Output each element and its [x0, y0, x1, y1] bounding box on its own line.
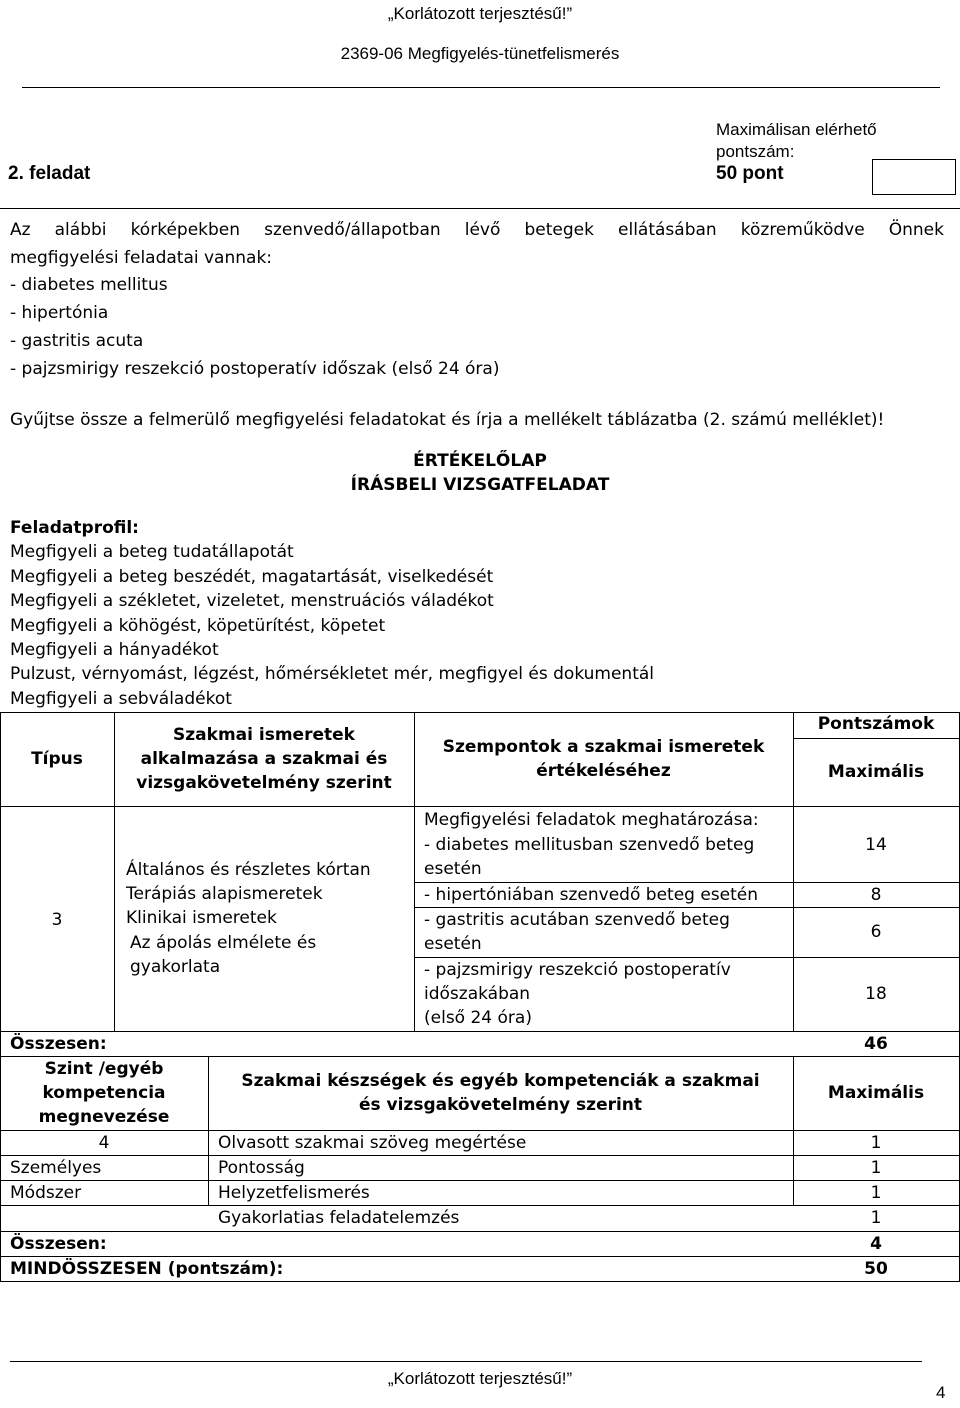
skill-level-header-2: kompetencia: [42, 1083, 166, 1103]
footer-divider: [10, 1361, 922, 1362]
skill-max: 1: [870, 1208, 882, 1228]
criteria-line: (első 24 óra): [424, 1008, 532, 1028]
task-divider: [0, 208, 960, 209]
profile-item: Megfigyeli a köhögést, köpetürítést, köpetet: [10, 616, 386, 636]
max-label-1: Maximálisan elérhető: [716, 120, 877, 139]
skill-max: 1: [870, 1158, 882, 1178]
criteria-heading: Megfigyelési feladatok meghatározása:: [424, 810, 759, 830]
intro-line-2: megfigyelési feladatai vannak:: [10, 248, 273, 268]
skill-name: Pontosság: [218, 1158, 305, 1178]
eval-title-1: ÉRTÉKELŐLAP: [413, 451, 547, 471]
criteria-line: időszakában: [424, 984, 531, 1004]
skill-level: Módszer: [10, 1183, 82, 1203]
skill-max: 1: [870, 1183, 882, 1203]
task-points: 50 pont: [716, 163, 784, 184]
type-value: 3: [51, 910, 63, 930]
profile-item: Megfigyeli a hányadékot: [10, 640, 219, 660]
restriction-header: „Korlátozott terjesztésű!”: [387, 4, 573, 23]
intro-line-1: Az alábbi kórképekben szenvedő/állapotban lévő betegek ellátásában közreműködve Önnek: [10, 220, 944, 240]
knowledge-item: gyakorlata: [130, 957, 221, 977]
intro-item: - diabetes mellitus: [10, 275, 168, 295]
criteria-max: 8: [870, 885, 882, 905]
table-border: [0, 1281, 960, 1282]
profile-item: Megfigyeli a székletet, vizeletet, menstruációs váladékot: [10, 591, 494, 611]
intro-item: - pajzsmirigy reszekció postoperatív időszak (első 24 óra): [10, 359, 500, 379]
criteria-max: 14: [865, 835, 887, 855]
grand-total-value: 50: [864, 1259, 888, 1279]
subtotal-2-label: Összesen:: [10, 1234, 107, 1254]
col-criteria-header-2: értékeléséhez: [536, 761, 671, 781]
col-knowledge-header-1: Szakmai ismeretek: [173, 725, 355, 745]
skill-level: 4: [98, 1133, 110, 1153]
col-type-header: Típus: [31, 749, 83, 769]
document-title: 2369-06 Megfigyelés-tünetfelismerés: [340, 44, 620, 63]
criteria-max: 18: [865, 984, 887, 1004]
col-criteria-header-1: Szempontok a szakmai ismeretek: [442, 737, 765, 757]
skill-desc-header-1: Szakmai készségek és egyéb kompetenciák a szakmai: [241, 1071, 760, 1091]
task-label: 2. feladat: [8, 163, 91, 184]
restriction-footer: „Korlátozott terjesztésű!”: [387, 1369, 573, 1388]
profile-item: Megfigyeli a sebváladékot: [10, 689, 232, 709]
table-border: [793, 738, 960, 739]
knowledge-item: Az ápolás elmélete és: [130, 933, 317, 953]
criteria-line: esetén: [424, 859, 482, 879]
page-number: 4: [936, 1383, 946, 1402]
intro-item: - hipertónia: [10, 303, 109, 323]
profile-item: Megfigyeli a beteg tudatállapotát: [10, 542, 294, 562]
criteria-max: 6: [870, 922, 882, 942]
skill-name: Olvasott szakmai szöveg megértése: [218, 1133, 527, 1153]
knowledge-item: Terápiás alapismeretek: [126, 884, 323, 904]
subtotal-1-label: Összesen:: [10, 1034, 107, 1054]
col-knowledge-header-3: vizsgakövetelmény szerint: [136, 773, 392, 793]
subtotal-1-value: 46: [864, 1034, 888, 1054]
col-knowledge-header-2: alkalmazása a szakmai és: [140, 749, 388, 769]
table-border: [0, 806, 960, 807]
profile-item: Megfigyeli a beteg beszédét, magatartását, viselkedését: [10, 567, 494, 587]
eval-title-2: ÍRÁSBELI VIZSGATFELADAT: [350, 475, 610, 495]
criteria-line: esetén: [424, 934, 482, 954]
knowledge-item: Klinikai ismeretek: [126, 908, 277, 928]
subtotal-2-value: 4: [870, 1234, 882, 1254]
knowledge-item: Általános és részletes kórtan: [126, 860, 371, 880]
instruction: Gyűjtse össze a felmerülő megfigyelési feladatokat és írja a mellékelt táblázatba (2. számú melléklet)!: [10, 410, 885, 430]
table-border: [0, 712, 1, 1281]
col-max-header: Maximális: [827, 762, 925, 782]
max-label-2: pontszám:: [716, 142, 795, 161]
skill-level: Személyes: [10, 1158, 102, 1178]
criteria-line: - gastritis acutában szenvedő beteg: [424, 910, 730, 930]
skill-level-header-1: Szint /egyéb: [44, 1059, 164, 1079]
score-box[interactable]: [872, 159, 956, 195]
skill-name: Gyakorlatias feladatelemzés: [218, 1208, 460, 1228]
col-points-header: Pontszámok: [817, 714, 935, 734]
skill-desc-header-2: és vizsgakövetelmény szerint: [358, 1095, 643, 1115]
criteria-line: - pajzsmirigy reszekció postoperatív: [424, 960, 731, 980]
skill-max: 1: [870, 1133, 882, 1153]
profile-heading: Feladatprofil:: [10, 518, 139, 538]
grand-total-label: MINDÖSSZESEN (pontszám):: [10, 1259, 284, 1279]
criteria-line: - hipertóniában szenvedő beteg esetén: [424, 885, 759, 905]
skill-level-header-3: megnevezése: [38, 1107, 170, 1127]
profile-item: Pulzust, vérnyomást, légzést, hőmérsékletet mér, megfigyel és dokumentál: [10, 664, 655, 684]
criteria-line: - diabetes mellitusban szenvedő beteg: [424, 835, 755, 855]
intro-item: - gastritis acuta: [10, 331, 144, 351]
skill-name: Helyzetfelismerés: [218, 1183, 370, 1203]
header-divider: [22, 87, 940, 88]
skill-max-header: Maximális: [827, 1083, 925, 1103]
